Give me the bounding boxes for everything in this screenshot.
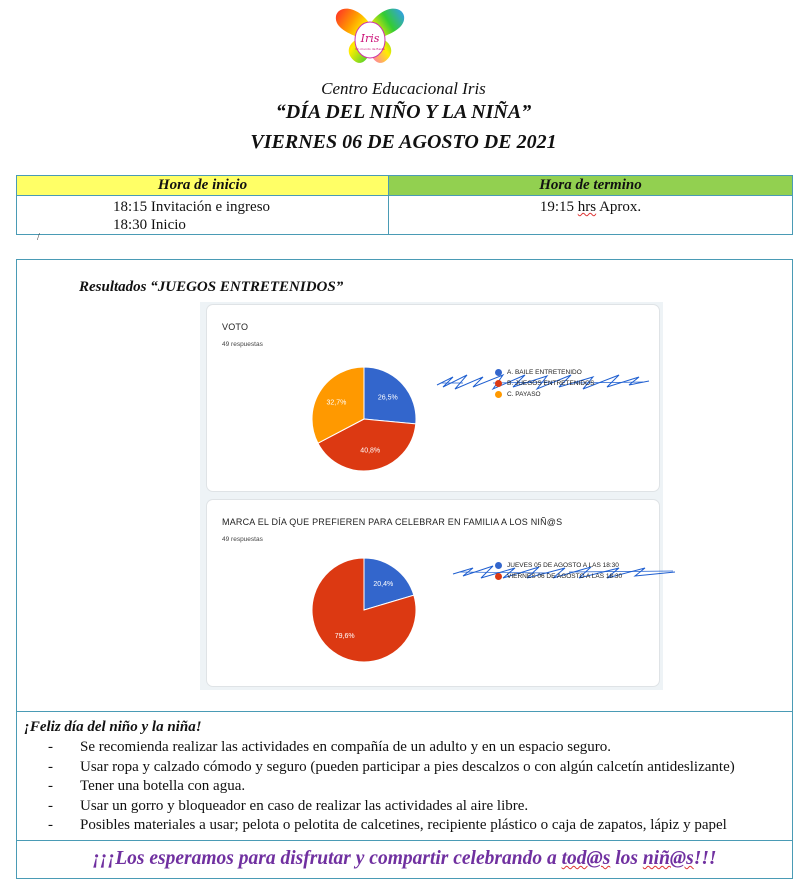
recommendation-text: Usar un gorro y bloqueador en caso de realizar las actividades al aire libre. bbox=[80, 797, 529, 814]
legend-item bbox=[495, 378, 594, 389]
recommendation-text: Tener una botella con agua. bbox=[80, 778, 246, 794]
stray-mark: / bbox=[37, 232, 40, 243]
start-column bbox=[17, 176, 389, 234]
bullet: - bbox=[48, 797, 53, 814]
closing-text-e: !!! bbox=[693, 848, 717, 869]
closing-text-c: los bbox=[610, 848, 643, 869]
butterfly-logo-icon bbox=[334, 4, 406, 66]
end-time: 19:15 bbox=[539, 199, 575, 215]
school-logo bbox=[334, 4, 406, 66]
legend-label: A. BAILE ENTRETENIDO bbox=[507, 369, 582, 376]
end-suffix: Aprox. bbox=[599, 199, 642, 215]
pie-data-label: 32,7% bbox=[326, 399, 347, 407]
legend-label: B. JUEGOS ENTRETENIDOS bbox=[507, 380, 595, 387]
bullet: - bbox=[48, 739, 53, 755]
event-title: “DÍA DEL NIÑO Y LA NIÑA” bbox=[275, 101, 532, 123]
end-hrs: hrs bbox=[577, 199, 597, 215]
legend-label: JUEVES 05 DE AGOSTO A LAS 18:30 bbox=[507, 562, 619, 569]
start-header: Hora de inicio bbox=[17, 176, 388, 196]
legend-label: VIERNES 06 DE AGOSTO A LAS 18:30 bbox=[507, 573, 623, 580]
day-legend bbox=[495, 560, 622, 582]
bullet: - bbox=[48, 817, 53, 833]
legend-dot bbox=[495, 573, 502, 580]
recommendation-item bbox=[48, 797, 793, 817]
day-chart-card bbox=[207, 500, 659, 686]
recommendation-text: Posibles materiales a usar; pelota o pelotita de calcetines, recipiente plástico o caja de zapatos, lápiz y papel bbox=[80, 817, 727, 833]
end-header: Hora de termino bbox=[389, 176, 792, 196]
logo-text: Iris bbox=[360, 32, 380, 45]
bullet: - bbox=[48, 758, 53, 775]
message-heading: ¡Feliz día del niño y la niña! bbox=[24, 719, 202, 735]
chart-responses: 49 respuestas bbox=[222, 341, 263, 348]
legend-dot bbox=[495, 391, 502, 398]
legend-item bbox=[495, 389, 594, 400]
legend-item bbox=[495, 367, 594, 378]
event-date: VIERNES 06 DE AGOSTO DE 2021 bbox=[250, 131, 557, 153]
logo-subtext: Un mundo de fiesta bbox=[355, 47, 385, 51]
legend-label: C. PAYASO bbox=[507, 391, 541, 398]
recommendation-text: Se recomienda realizar las actividades en compañía de un adulto y en un espacio seguro. bbox=[80, 739, 612, 755]
pie-data-label: 40,8% bbox=[360, 447, 381, 455]
day-pie-chart bbox=[207, 500, 659, 686]
charts-screenshot bbox=[200, 302, 663, 690]
recommendation-item bbox=[48, 758, 793, 778]
legend-dot bbox=[495, 380, 502, 387]
recommendation-item bbox=[48, 816, 793, 836]
vote-chart-card bbox=[207, 305, 659, 491]
legend-dot bbox=[495, 562, 502, 569]
results-title: Resultados “JUEGOS ENTRETENIDOS” bbox=[79, 279, 344, 295]
recommendations-list bbox=[48, 738, 793, 836]
closing-text-a: ¡¡¡Los esperamos para disfrutar y compartir celebrando a bbox=[92, 848, 562, 869]
closing-message bbox=[16, 848, 793, 870]
end-time-line bbox=[389, 196, 792, 216]
chart-responses: 49 respuestas bbox=[222, 536, 263, 543]
bullet: - bbox=[48, 778, 53, 794]
start-line-1: 18:15 Invitación e ingreso bbox=[113, 199, 271, 215]
legend-dot bbox=[495, 369, 502, 376]
closing-text-b: tod@s bbox=[561, 848, 611, 869]
legend-item bbox=[495, 560, 622, 571]
school-name: Centro Educacional Iris bbox=[321, 79, 486, 98]
section-divider bbox=[16, 711, 793, 712]
end-column bbox=[389, 176, 792, 234]
pie-data-label: 26,5% bbox=[377, 394, 398, 402]
schedule-table bbox=[16, 175, 793, 235]
chart-title: MARCA EL DÍA QUE PREFIEREN PARA CELEBRAR EN FAMILIA A LOS NIÑ@S bbox=[222, 517, 563, 527]
recommendation-text: Usar ropa y calzado cómodo y seguro (pueden participar a pies descalzos o con algún calcetín antideslizante) bbox=[80, 758, 735, 775]
recommendation-item bbox=[48, 738, 793, 758]
start-line-2: 18:30 Inicio bbox=[113, 217, 186, 233]
legend-item bbox=[495, 571, 622, 582]
pie-data-label: 79,6% bbox=[334, 632, 355, 640]
pie-data-label: 20,4% bbox=[373, 581, 394, 589]
section-divider bbox=[16, 840, 793, 841]
vote-legend bbox=[495, 367, 594, 400]
recommendation-item bbox=[48, 777, 793, 797]
chart-title: VOTO bbox=[222, 322, 249, 332]
closing-text-d: niñ@s bbox=[642, 848, 694, 869]
